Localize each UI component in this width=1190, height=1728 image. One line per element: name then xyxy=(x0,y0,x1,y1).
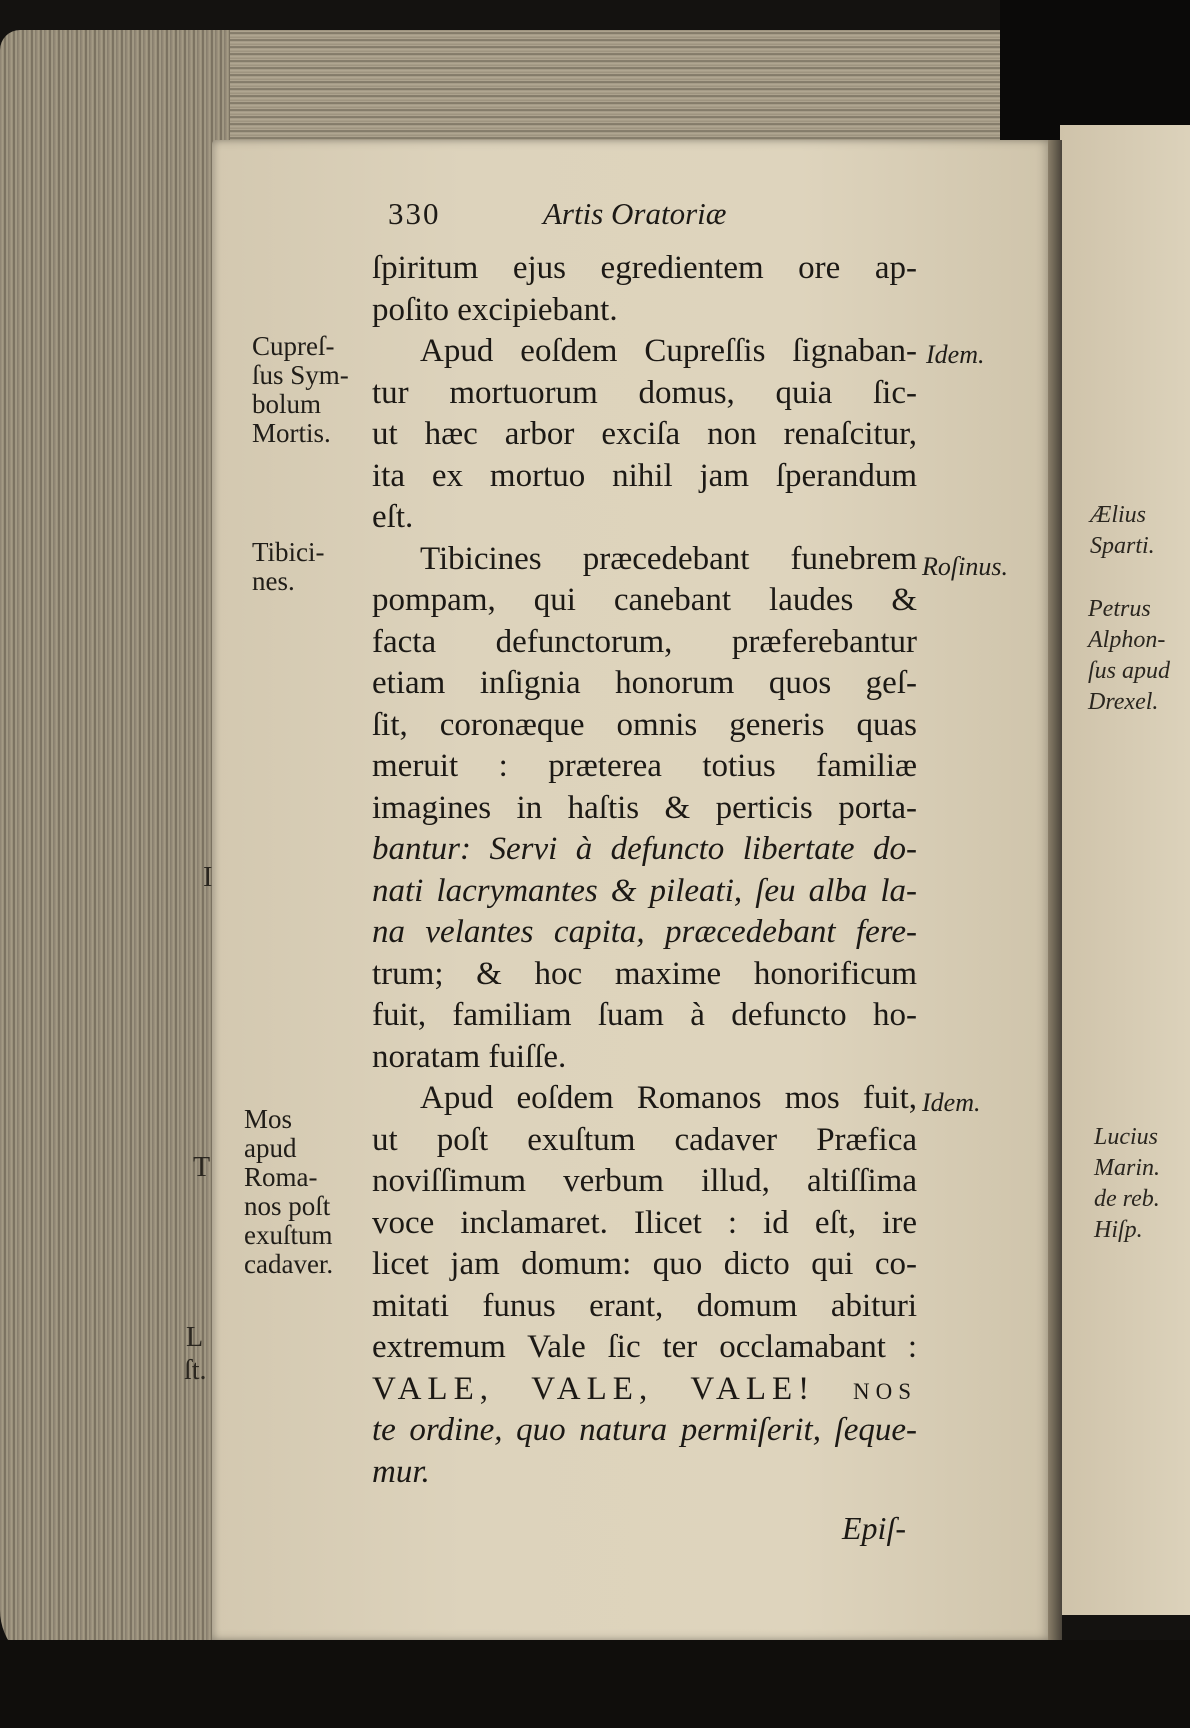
text-line: nati lacrymantes & pileati, ſeu alba la- xyxy=(372,872,917,909)
note-line: exuſtum xyxy=(244,1220,333,1250)
page-header xyxy=(388,196,908,236)
text-line: bantur: Servi à defuncto libertate do- xyxy=(372,831,917,867)
text-line: eſt. xyxy=(372,499,414,535)
text-line: meruit : præterea totius familiæ xyxy=(372,748,917,784)
margin-note-right: Idem. xyxy=(926,340,985,369)
text-line: noratam fuiſſe. xyxy=(372,1038,567,1075)
text-line: tur mortuorum domus, quia ſic- xyxy=(372,374,917,411)
paragraph xyxy=(372,331,917,539)
edge-letter: ſt. xyxy=(184,1355,207,1386)
note-line: Lucius xyxy=(1094,1124,1159,1150)
edge-letter: I xyxy=(203,862,213,893)
text-line: imagines in haſtis & perticis porta- xyxy=(372,789,917,826)
background-bottom xyxy=(0,1640,1190,1728)
body-text xyxy=(372,248,917,1493)
page-edges-left xyxy=(0,30,230,1670)
text-line: VALE, VALE, VALE! nos xyxy=(372,1370,917,1407)
note-line: nos poſt xyxy=(244,1191,331,1221)
edge-letter: L xyxy=(186,1322,204,1353)
note-line: Petrus xyxy=(1088,596,1151,622)
running-head: Artis Oratoriæ xyxy=(543,196,727,231)
note-line: Marin. xyxy=(1094,1155,1160,1181)
note-line: Alphon- xyxy=(1088,627,1166,653)
note-line: Roma- xyxy=(244,1162,318,1192)
text-line: etiam inſignia honorum quos geſ- xyxy=(372,665,917,701)
catchword: Epiſ- xyxy=(842,1510,906,1546)
paragraph xyxy=(372,248,917,331)
note-line: Cupreſ- xyxy=(252,331,335,361)
text-line: ut poſt exuſtum cadaver Præfica xyxy=(372,1121,917,1158)
page-gutter xyxy=(1048,140,1062,1640)
margin-note-left xyxy=(244,1105,333,1279)
binding-shadow xyxy=(1000,0,1190,140)
text-line: facta defunctorum, præferebantur xyxy=(372,623,917,660)
note-line: Ælius xyxy=(1090,502,1147,528)
text-line: Tibicines præcedebant funebrem xyxy=(420,540,917,577)
text-line: na velantes capita, præcedebant fere- xyxy=(372,914,917,950)
note-line: cadaver. xyxy=(244,1249,334,1279)
text-line: mitati funus erant, domum abituri xyxy=(372,1287,917,1324)
text-line: ſpiritum ejus egredientem ore ap- xyxy=(372,250,917,286)
text-line: ita ex mortuo nihil jam ſperandum xyxy=(372,457,917,494)
paragraph xyxy=(372,1078,917,1493)
text-line: pompam, qui canebant laudes & xyxy=(372,582,917,618)
margin-note-left xyxy=(252,538,325,596)
text-line: voce inclamaret. Ilicet : id eſt, ire xyxy=(372,1204,917,1241)
facing-page xyxy=(1060,125,1190,1615)
note-line: ſus apud xyxy=(1088,658,1171,684)
text-line: Apud eoſdem Romanos mos fuit, xyxy=(420,1080,917,1116)
note-line: Sparti. xyxy=(1090,533,1155,559)
text-line: ſit, coronæque omnis generis quas xyxy=(372,706,917,743)
text-line: trum; & hoc maxime honorificum xyxy=(372,955,917,992)
facing-page-note xyxy=(1094,1122,1160,1246)
note-line: Mos xyxy=(244,1104,293,1134)
note-line: Tibici- xyxy=(252,537,325,567)
text-line: te ordine, quo natura permiſerit, ſeque- xyxy=(372,1412,917,1448)
note-line: bolum xyxy=(252,389,322,419)
facing-page-note xyxy=(1090,500,1155,562)
note-line: apud xyxy=(244,1133,297,1163)
text-line: poſito excipiebant. xyxy=(372,291,618,328)
text-line: licet jam domum: quo dicto qui co- xyxy=(372,1246,917,1282)
note-line: Hiſp. xyxy=(1094,1217,1143,1243)
text-line: noviſſimum verbum illud, altiſſima xyxy=(372,1163,917,1199)
note-line: nes. xyxy=(252,566,295,596)
note-line: Mortis. xyxy=(252,418,331,448)
note-line: ſus Sym- xyxy=(252,360,349,390)
text-line: Apud eoſdem Cupreſſis ſignaban- xyxy=(420,333,917,369)
page-number: 330 xyxy=(388,196,441,231)
margin-note-left xyxy=(252,332,349,448)
margin-note-right: Roſinus. xyxy=(922,552,1008,581)
text-line: extremum Vale ſic ter occlamabant : xyxy=(372,1329,917,1365)
text-line: fuit, familiam ſuam à defuncto ho- xyxy=(372,997,917,1033)
text-line: mur. xyxy=(372,1453,430,1490)
facing-page-note xyxy=(1088,594,1170,718)
text-line: ut hæc arbor exciſa non renaſcitur, xyxy=(372,416,917,452)
paragraph xyxy=(372,539,917,1079)
note-line: de reb. xyxy=(1094,1186,1160,1212)
edge-letter: T xyxy=(193,1152,211,1183)
note-line: Drexel. xyxy=(1088,689,1159,715)
margin-note-right: Idem. xyxy=(922,1088,981,1117)
